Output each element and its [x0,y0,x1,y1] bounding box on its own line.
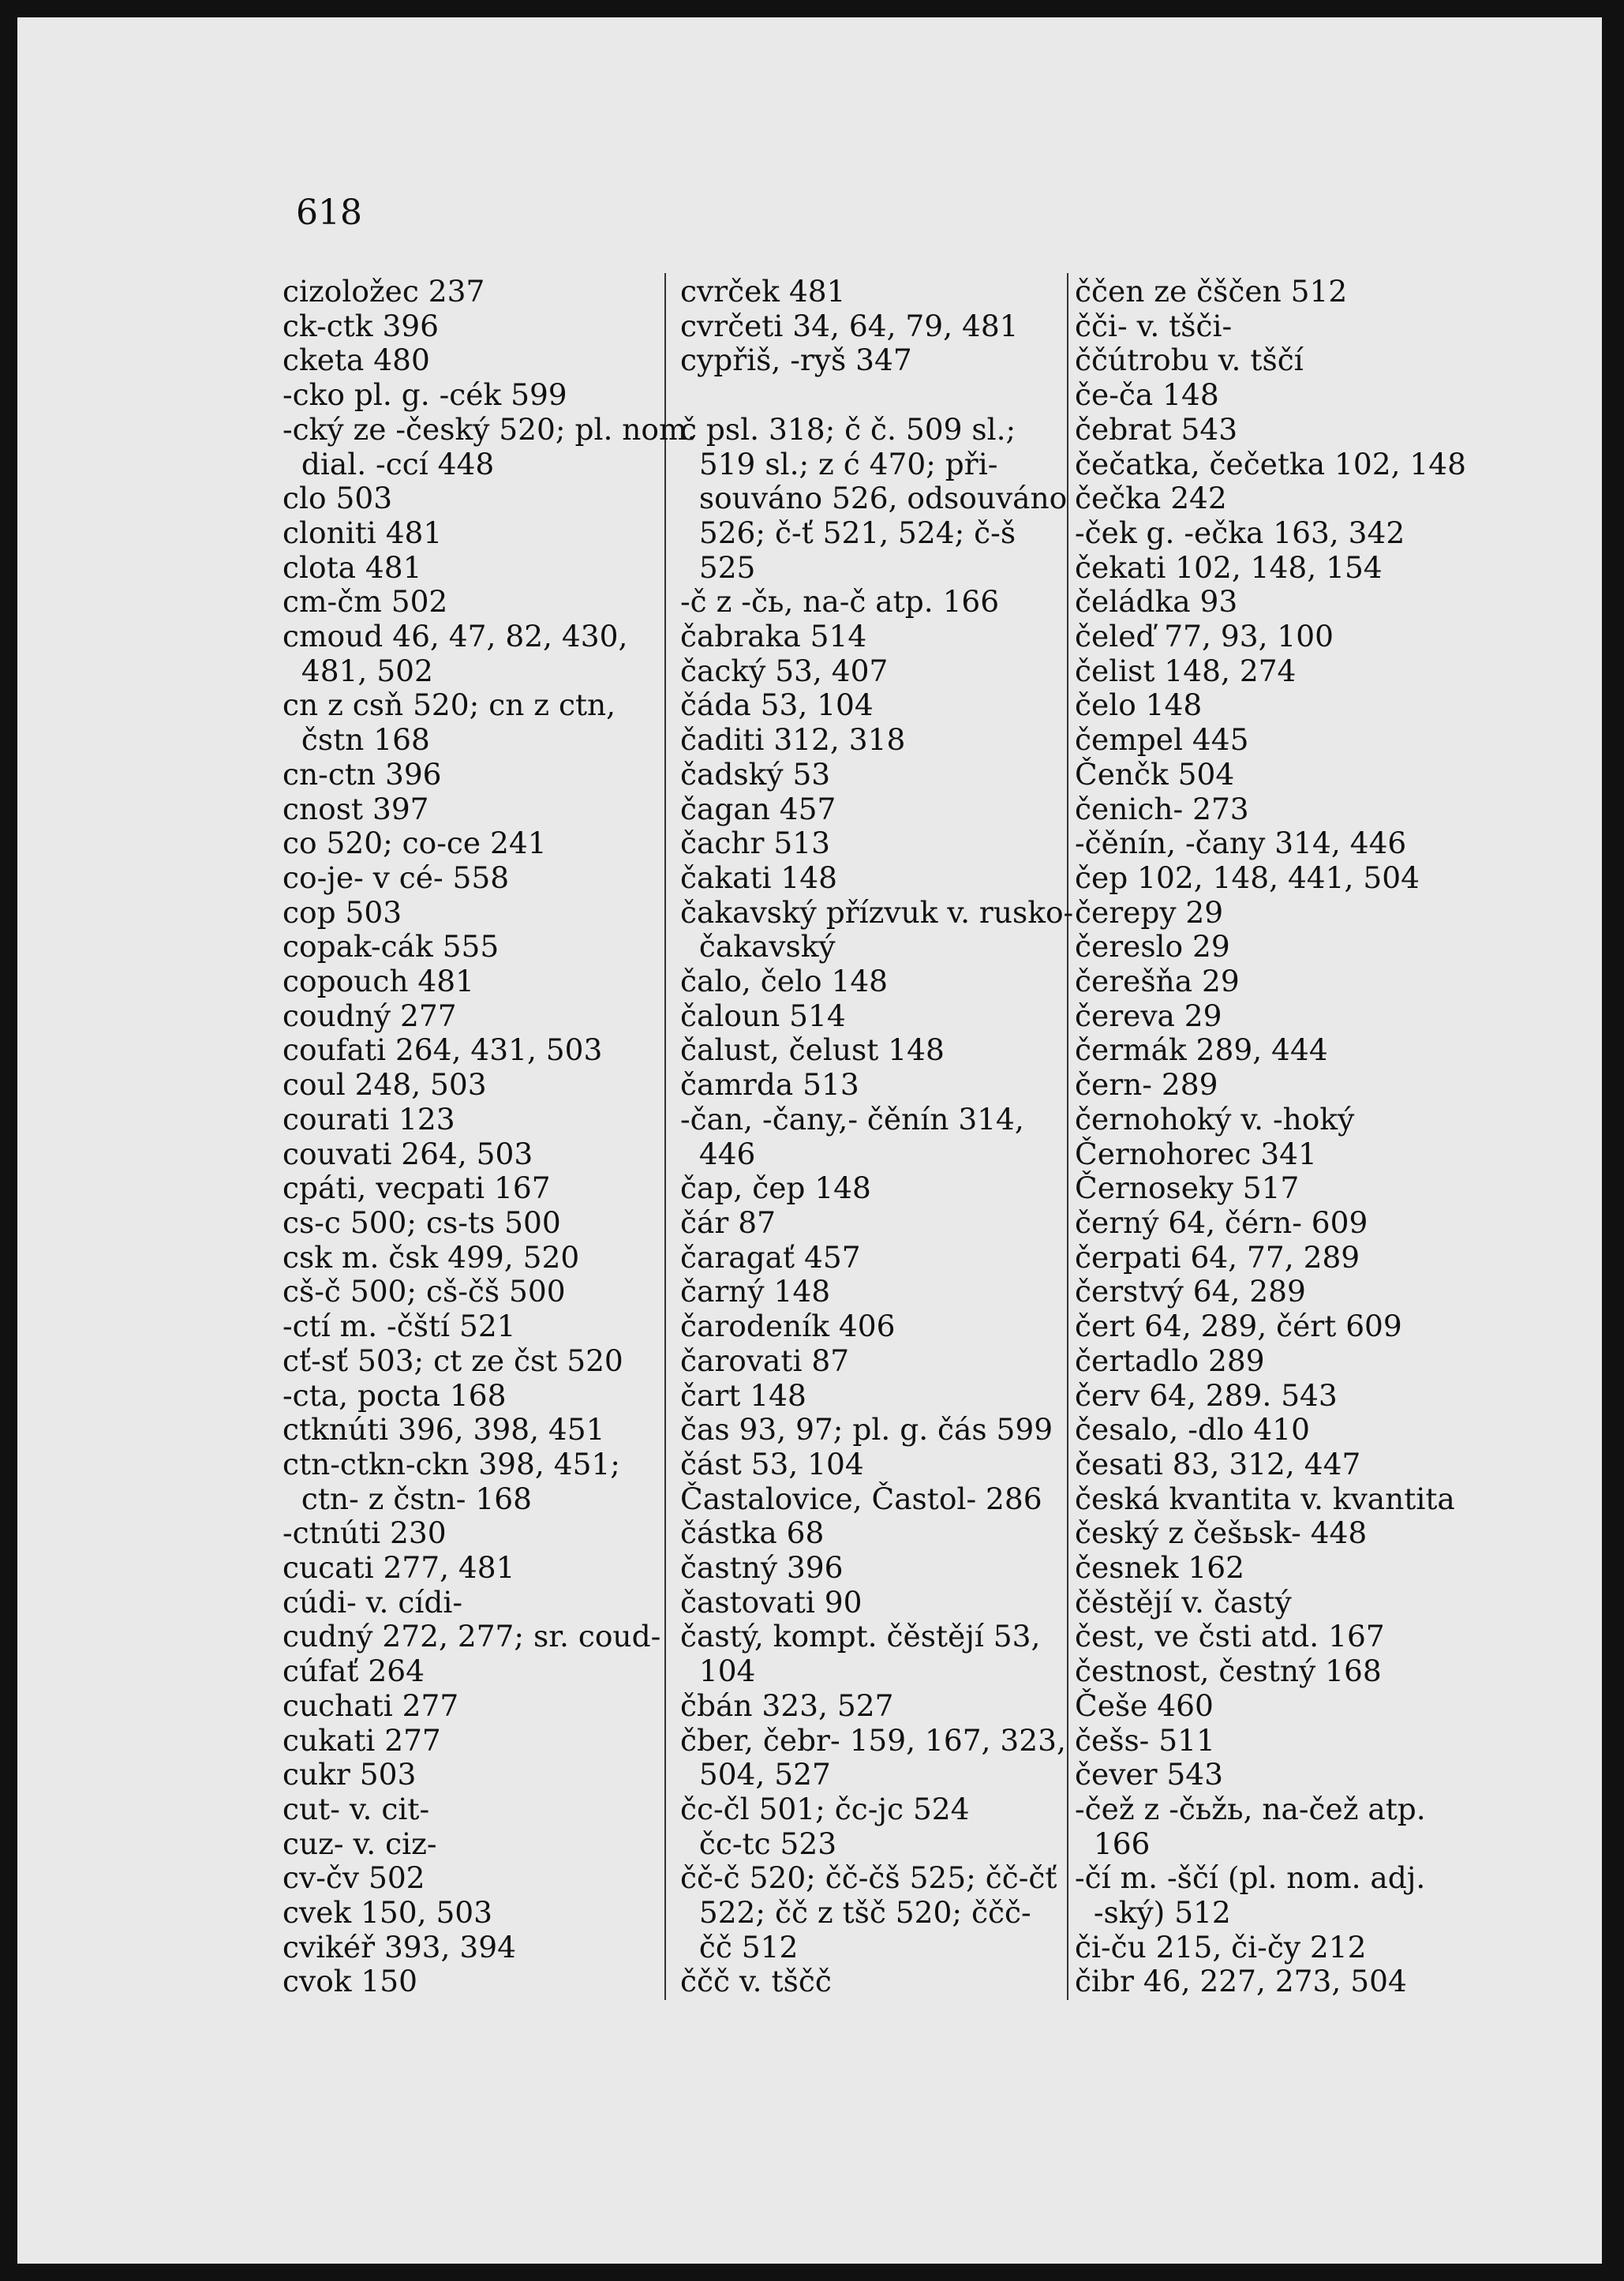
index-entry: černohoký v. -hoký [1075,1101,1355,1137]
index-entry: couvati 264, 503 [283,1136,533,1171]
index-entry: dial. -ccí 448 [283,446,495,481]
index-entry: čereva 29 [1075,998,1222,1033]
index-entry: clota 481 [283,549,422,585]
index-entry: čěstějí v. častý [1075,1584,1292,1620]
index-entry: coul 248, 503 [283,1067,487,1103]
index-entry: čest, ve čsti atd. 167 [1075,1619,1385,1654]
index-entry: červ 64, 289. 543 [1075,1377,1338,1413]
index-entry: čaloun 514 [680,998,846,1033]
index-entry: če-ča 148 [1075,377,1219,413]
index-entry: cloniti 481 [283,515,443,550]
index-entry: čerepy 29 [1075,894,1224,930]
index-entry: Čenčk 504 [1075,756,1235,792]
index-entry: cš-č 500; cš-čš 500 [283,1274,566,1309]
index-entry: 526; č-ť 521, 524; č-š [680,515,1016,550]
index-entry: čebrat 543 [1075,411,1238,447]
index-entry: čč-č 520; čč-čš 525; čč-čť [680,1860,1057,1896]
index-entry: cn z csň 520; cn z ctn, [283,687,616,723]
index-entry: čstn 168 [283,722,430,758]
index-entry: čagan 457 [680,791,836,826]
index-column-1 [283,274,697,1999]
index-entry: čaditi 312, 318 [680,722,906,758]
index-entry: clo 503 [283,481,393,516]
page-number: 618 [296,193,362,233]
index-column-2 [680,275,1083,1999]
index-entry: -cko pl. g. -cék 599 [283,377,567,413]
index-entry: ččútrobu v. tščí [1075,343,1304,378]
index-entry: čever 543 [1075,1757,1223,1792]
index-entry: častovati 90 [680,1584,863,1620]
index-entry: courati 123 [283,1101,455,1137]
index-entry: častný 396 [680,1550,844,1586]
index-entry: čart 148 [680,1377,806,1413]
index-entry: cvek 150, 503 [283,1895,493,1931]
index-entry: čakati 148 [680,860,837,895]
index-entry: cs-c 500; cs-ts 500 [283,1204,561,1240]
index-entry: copouch 481 [283,964,474,999]
index-entry: česalo, -dlo 410 [1075,1412,1310,1448]
index-entry: čči- v. tšči- [1075,308,1233,343]
index-entry: čep 102, 148, 441, 504 [1075,860,1420,895]
index-entry: čalo, čelo 148 [680,964,889,999]
index-entry: čečatka, čečetka 102, 148 [1075,446,1466,481]
index-entry: ctn-ctkn-ckn 398, 451; [283,1446,620,1481]
index-entry: česká kvantita v. kvantita [1075,1481,1455,1516]
index-entry: cucati 277, 481 [283,1550,515,1586]
index-entry: 446 [680,1136,756,1171]
index-entry: -č z -čь, na-č atp. 166 [680,584,1000,620]
index-entry: 166 [1075,1826,1151,1861]
index-entry: čaragať 457 [680,1239,861,1275]
index-entry: cmoud 46, 47, 82, 430, [283,619,628,654]
index-entry: čas 93, 97; pl. g. čás 599 [680,1412,1053,1448]
index-entry: cvok 150 [283,1964,417,1999]
index-entry: Častalovice, Častol- 286 [680,1481,1042,1516]
index-entry: čereslo 29 [1075,929,1230,964]
index-entry: čachr 513 [680,826,830,861]
index-entry: čern- 289 [1075,1067,1218,1103]
index-entry: -ctnúti 230 [283,1515,447,1551]
index-entry: čeládka 93 [1075,584,1238,620]
index-entry: Černoseky 517 [1075,1170,1300,1206]
index-entry: 525 [680,549,756,585]
index-entry: češs- 511 [1075,1722,1215,1758]
index-entry: čempel 445 [1075,722,1249,758]
index-column-3 [1075,275,1580,1999]
index-entry: čekati 102, 148, 154 [1075,549,1383,585]
index-entry: -čež z -čьžь, na-čež atp. [1075,1791,1426,1826]
index-entry: č psl. 318; č č. 509 sl.; [680,411,1016,447]
index-entry: cnost 397 [283,791,429,826]
index-entry: cketa 480 [283,343,430,378]
index-entry: cypřiš, -ryš 347 [680,343,912,378]
index-entry: čestnost, čestný 168 [1075,1654,1382,1689]
index-entry: Češe 460 [1075,1687,1214,1723]
index-entry: cvikéř 393, 394 [283,1929,516,1965]
index-entry: cvrček 481 [680,274,846,309]
index-entry: čber, čebr- 159, 167, 323, [680,1722,1066,1758]
index-entry: -ský) 512 [1075,1895,1231,1931]
index-entry: čadský 53 [680,756,831,792]
index-entry: česati 83, 312, 447 [1075,1446,1361,1481]
index-entry: -cký ze -český 520; pl. nom. [283,411,697,447]
index-entry: čelo 148 [1075,687,1203,723]
index-entry: částka 68 [680,1515,825,1551]
index-entry: čibr 46, 227, 273, 504 [1075,1964,1407,1999]
index-entry: souváno 526, odsouváno [680,481,1068,516]
index-entry: cvrčeti 34, 64, 79, 481 [680,308,1019,343]
index-entry: česnek 162 [1075,1550,1245,1586]
index-entry: čenich- 273 [1075,791,1249,826]
index-entry: -čan, -čany,- čěnín 314, [680,1101,1024,1137]
index-entry: čár 87 [680,1204,776,1240]
index-entry: csk m. čsk 499, 520 [283,1239,580,1275]
index-entry: cv-čv 502 [283,1860,425,1896]
index-entry: cudný 272, 277; sr. coud- [283,1619,661,1654]
index-entry: cut- v. cit- [283,1791,430,1826]
index-entry: cm-čm 502 [283,584,448,620]
index-entry: ctknúti 396, 398, 451 [283,1412,605,1448]
index-entry: cpáti, vecpati 167 [283,1170,551,1206]
index-entry: český z češьsk- 448 [1075,1515,1368,1551]
index-entry: čap, čep 148 [680,1170,871,1206]
index-entry: ctn- z čstn- 168 [283,1481,532,1516]
index-entry: čamrda 513 [680,1067,859,1103]
index-entry: coufati 264, 431, 503 [283,1032,603,1068]
index-entry: coudný 277 [283,998,457,1033]
index-entry: -cta, pocta 168 [283,1377,507,1413]
index-entry: 481, 502 [283,653,433,688]
index-entry: cn-ctn 396 [283,756,442,792]
index-entry: cuchati 277 [283,1687,459,1723]
index-entry: čert 64, 289, čért 609 [1075,1309,1402,1344]
index-entry: čeleď 77, 93, 100 [1075,619,1334,654]
index-entry: cukati 277 [283,1722,441,1758]
index-entry: část 53, 104 [680,1446,864,1481]
index-entry: -čí m. -ščí (pl. nom. adj. [1075,1860,1426,1896]
index-entry: čarodeník 406 [680,1309,896,1344]
index-entry: cúfať 264 [283,1654,425,1689]
index-entry: čelist 148, 274 [1075,653,1297,688]
index-entry: čarný 148 [680,1274,831,1309]
index-entry: cť-sť 503; ct ze čst 520 [283,1343,623,1378]
index-entry: cúdi- v. cídi- [283,1584,462,1620]
index-entry: -ček g. -ečka 163, 342 [1075,515,1405,550]
index-entry: čakavský [680,929,836,964]
index-entry: čarovati 87 [680,1343,850,1378]
index-entry: častý, kompt. čěstějí 53, [680,1619,1041,1654]
index-entry: cop 503 [283,894,402,930]
index-entry: 522; čč z tšč 520; ččč- [680,1895,1031,1931]
index-entry: ččen ze čščen 512 [1075,274,1348,309]
index-entry: čáda 53, 104 [680,687,874,723]
index-entry: -čěnín, -čany 314, 446 [1075,826,1407,861]
index-entry: Černohorec 341 [1075,1136,1317,1171]
index-entry: čertadlo 289 [1075,1343,1265,1378]
index-entry: 519 sl.; z ć 470; při- [680,446,998,481]
index-entry: černý 64, čérn- 609 [1075,1204,1368,1240]
index-entry: čc-tc 523 [680,1826,837,1861]
index-entry: čermák 289, 444 [1075,1032,1328,1068]
index-entry: cizoložec 237 [283,274,485,309]
index-entry: copak-cák 555 [283,929,500,964]
index-entry: čakavský přízvuk v. rusko- [680,894,1074,930]
index-entry: -ctí m. -čští 521 [283,1309,516,1344]
index-entry: čerpati 64, 77, 289 [1075,1239,1360,1275]
index-entry: čerešňa 29 [1075,964,1240,999]
index-entry: čalust, čelust 148 [680,1032,945,1068]
index-entry: 504, 527 [680,1757,831,1792]
index-entry: čabraka 514 [680,619,867,654]
index-entry: ck-ctk 396 [283,308,440,343]
index-entry: čerstvý 64, 289 [1075,1274,1306,1309]
index-entry: ččč v. tščč [680,1964,832,1999]
dictionary-page [17,17,1602,2264]
index-entry: co-je- v cé- 558 [283,860,510,895]
index-entry: co 520; co-ce 241 [283,826,547,861]
index-entry [680,378,1083,413]
index-entry: čečka 242 [1075,481,1227,516]
index-entry: čacký 53, 407 [680,653,889,688]
index-entry: čc-čl 501; čc-jc 524 [680,1791,970,1826]
index-entry: cukr 503 [283,1757,417,1792]
index-entry: či-ču 215, či-čy 212 [1075,1929,1367,1965]
index-entry: čč 512 [680,1929,799,1965]
index-entry: 104 [680,1654,756,1689]
index-entry: čbán 323, 527 [680,1687,894,1723]
index-entry: cuz- v. ciz- [283,1826,437,1861]
